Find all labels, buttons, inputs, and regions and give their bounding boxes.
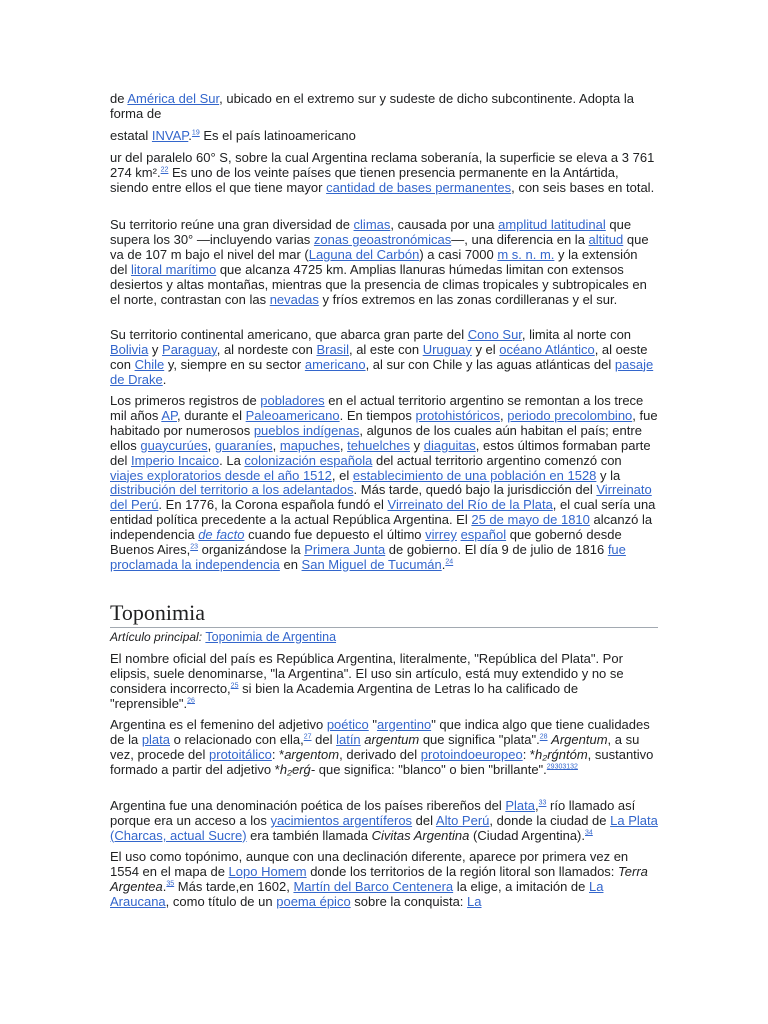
link-americano[interactable]: americano [304,356,366,372]
link-cono-sur[interactable]: Cono Sur [467,327,522,342]
link-argentino[interactable]: argentino [376,717,432,732]
text: , ubicado en el extremo sur y sudeste de dicho subcontinente. Adopta la forma de [110,91,634,121]
link-colonizacion-espanola[interactable]: colonización española [244,452,373,468]
link-latin[interactable]: latín [336,731,361,747]
text: , fue habitado por numerosos [110,407,658,438]
text: , algunos de los cuales aún habitan el país; entre ellos [110,422,642,453]
link-plata[interactable]: plata [141,731,171,747]
link-oceano-atlantico[interactable]: océano Atlántico [499,341,595,357]
link-protohistoricos[interactable]: protohistóricos [415,407,501,423]
italic-term: h₂erǵ- [279,761,316,777]
reference-35[interactable]: 35 [166,880,175,888]
text: sobre la conquista: [350,893,468,909]
hatnote [110,630,658,645]
text: ) a casi 7000 [419,246,498,262]
link-yacimientos-argentiferos[interactable]: yacimientos argentíferos [270,812,413,828]
text: o relacionado con ella, [170,731,304,747]
link-primera-junta[interactable]: Primera Junta [304,542,386,558]
reference-27[interactable]: 27 [303,733,312,741]
text: , [207,437,215,453]
reference-33[interactable]: 33 [538,799,547,807]
link-plata-rio[interactable]: Plata [505,798,535,813]
text: y, siempre en su sector [164,356,305,372]
reference-22[interactable]: 22 [160,166,169,174]
text: , al sur con Chile y las aguas atlánticas del [365,356,615,372]
paragraph-3 [110,151,658,196]
text: que gobernó desde Buenos Aires, [110,527,622,558]
text: " que indica algo que tiene cualidades de la [110,717,650,747]
link-pueblos-indigenas[interactable]: pueblos indígenas [253,422,360,438]
text: Más tarde,en 1602, [174,878,294,894]
link-brasil[interactable]: Brasil [316,341,349,357]
link-amplitud-latitudinal[interactable]: amplitud latitudinal [498,217,606,232]
link-protoindoeuropeo[interactable]: protoindoeuropeo [420,746,523,762]
italic-term: Argentum [551,731,608,747]
text: Su territorio continental americano, que abarca gran parte del [110,327,468,342]
link-altitud[interactable]: altitud [588,231,624,247]
italic-term: argentum [364,731,420,747]
link-pobladores[interactable]: pobladores [260,393,325,408]
reference-25[interactable]: 25 [230,682,239,690]
text: . En 1776, la Corona española fundó el [158,497,388,513]
text: , causada por una [390,217,499,232]
text: , a su vez, procede del [110,731,640,762]
link-tehuelches[interactable]: tehuelches [347,437,410,453]
link-laguna-del-carbon[interactable]: Laguna del Carbón [308,246,420,262]
text: . [441,556,446,572]
link-virreinato-rio-de-la-plata[interactable]: Virreinato del Río de la Plata [387,497,553,513]
link-chile[interactable]: Chile [134,356,165,372]
text: Es el país latinoamericano [199,128,356,143]
text: donde los territorios de la región litoral son llamados: [306,863,619,879]
text: que alcanza 4725 km. Amplias llanuras húmedas limitan con extensos desiertos y altas montañas, mientras que la presencia de climas tropicales y subtropicales en el norte, contrastan con las [110,261,647,307]
link-imperio-incaico[interactable]: Imperio Incaico [130,452,220,468]
link-diaguitas[interactable]: diaguitas [423,437,476,453]
link-zonas-geoastronomicas[interactable]: zonas geoastronómicas [313,231,452,247]
link-periodo-precolombino[interactable]: periodo precolombino [507,407,633,423]
link-invap[interactable]: INVAP [151,128,189,143]
text: que va de 107 m bajo el nivel del mar ( [110,231,649,262]
link-paleoamericano[interactable]: Paleoamericano [245,407,340,423]
link-martin-del-barco-centenera[interactable]: Martín del Barco Centenera [293,878,454,894]
text: y [148,341,163,357]
text: , [339,437,348,453]
link-protoitalico[interactable]: protoitálico [209,746,272,762]
text: , [534,798,539,813]
link-bolivia[interactable]: Bolivia [110,341,149,357]
link-espanol[interactable]: español [460,527,507,543]
text: del [311,731,337,747]
text: " [368,717,377,732]
link-mapuches[interactable]: mapuches [279,437,340,453]
text: . [162,878,167,894]
text: El uso como topónimo, aunque con una declinación diferente, aparece por primera vez en 1554 en el mapa de [110,849,629,879]
link-toponimia-de-argentina[interactable]: Toponimia de Argentina [205,630,337,644]
text: (Ciudad Argentina). [469,827,585,843]
text: , sustantivo formado a partir del adjetivo * [110,746,654,777]
italic-term: h₂rǵntóm [535,746,588,762]
text: , durante el [176,407,246,423]
text: de [110,91,128,106]
link-25-de-mayo-1810[interactable]: 25 de mayo de 1810 [471,512,590,528]
link-nevadas[interactable]: nevadas [269,291,319,307]
link-climas[interactable]: climas [353,217,391,232]
link-paraguay[interactable]: Paraguay [162,341,217,357]
text: y la extensión del [110,246,638,277]
text: cuando fue depuesto el último [244,527,426,543]
link-guaycurues[interactable]: guaycurúes [140,437,208,453]
text: , como título de un [165,893,277,909]
hatnote-label: Artículo principal: [110,630,206,644]
text: , el cual sería una entidad política precedente a la actual República Argentina. El [110,497,656,528]
text: la elige, a imitación de [453,878,589,894]
text: Argentina es el femenino del adjetivo [110,717,327,732]
text: estatal [110,128,152,143]
text: y fríos extremos en las zonas cordilleranas y el sur. [318,291,618,307]
link-establecimiento-poblacion[interactable]: establecimiento de una población en 1528 [352,467,597,483]
text: y la [596,467,621,483]
paragraph-4 [110,218,658,307]
link-virreinato-del-peru[interactable]: Virreinato del Perú [110,482,652,513]
paragraph-7 [110,652,658,712]
section-heading-toponimia: Toponimia [110,600,658,628]
paragraph-10 [110,850,658,910]
text: , estos últimos formaban parte del [110,437,651,468]
link-virrey[interactable]: virrey [425,527,457,543]
link-litoral-maritimo[interactable]: litoral marítimo [130,261,217,277]
text: : * [522,746,535,762]
text: . En tiempos [339,407,416,423]
link-lopo-homem[interactable]: Lopo Homem [228,863,307,879]
link-la[interactable]: La [467,893,482,909]
text: , limita al norte con [521,327,632,342]
text: que significa: "blanco" o bien "brillante". [315,761,547,777]
reference-24[interactable]: 24 [445,558,454,566]
italic-term: Terra Argentea [110,863,648,894]
text: , al este con [348,341,423,357]
text: y [409,437,424,453]
text: que supera los 30° —incluyendo varias [110,217,632,247]
link-de-facto[interactable]: de facto [198,527,245,543]
text: organizándose la [198,542,305,558]
text: . [162,371,167,387]
text: , al nordeste con [216,341,317,357]
paragraph-2: estatal INVAP.$^{19}$ Es el país latinoamericano [110,128,356,143]
paragraph-5 [110,328,658,388]
italic-term: argentom [284,746,340,762]
link-fue-proclamada[interactable]: fue proclamada la independencia [110,542,626,572]
link-uruguay[interactable]: Uruguay [422,341,472,357]
text: : * [271,746,285,762]
text: Argentina fue una denominación poética de los países ribereños del [110,798,506,813]
link-la-araucana[interactable]: La Araucana [110,878,604,909]
reference-19[interactable]: 19 [191,129,200,137]
link-msnm[interactable]: m s. n. m. [497,246,555,262]
reference-34[interactable]: 34 [585,829,593,837]
link-distribucion-territorio[interactable]: distribución del territorio a los adelantados [110,482,354,498]
text: . La [219,452,245,468]
text: alcanzó la independencia [110,512,653,543]
text: , [272,437,280,453]
reference-23[interactable]: 23 [190,543,199,551]
text: y el [471,341,500,357]
reference-29-32[interactable]: 29303132 [546,763,578,771]
paragraph-6 [110,394,658,573]
text: , derivado del [339,746,421,762]
link-san-miguel-de-tucuman[interactable]: San Miguel de Tucumán [301,556,442,572]
link-poema-epico[interactable]: poema épico [276,893,351,909]
text: , donde la ciudad de [489,812,611,828]
text: —, una diferencia en la [451,231,589,247]
paragraph-1 [110,92,658,122]
text: río llamado así porque era un acceso a los [110,798,636,828]
text: Es uno de los veinte países que tienen presencia permanente en la Antártida, siendo entre ellos el que tiene mayor [110,164,619,195]
reference-26[interactable]: 26 [187,697,195,705]
text: , con seis bases en total. [511,179,655,195]
text: . Más tarde, quedó bajo la jurisdicción del [353,482,597,498]
text: Los primeros registros de [110,393,261,408]
text: en [279,556,302,572]
reference-28[interactable]: 28 [539,733,548,741]
text: en el actual territorio argentino se remontan a los trece mil años [110,393,644,423]
text: , [500,407,508,423]
text: que significa "plata". [419,731,540,747]
text: era también llamada [246,827,372,843]
text: de gobierno. El día 9 de julio de 1816 [385,542,608,558]
text: , el [331,467,353,483]
paragraph-8 [110,718,658,778]
text: Su territorio reúne una gran diversidad de [110,217,354,232]
text: El nombre oficial del país es República Argentina, literalmente, "República del Plata". Por elipsis, suele denominarse, "la Argentina". El uso sin artículo, está muy extendido y no se considera incorrecto, [110,651,624,696]
link-ap[interactable]: AP [161,407,177,423]
text: si bien la Academia Argentina de Letras lo ha calificado de "reprensible". [110,680,579,711]
text: del actual territorio argentino comenzó con [372,452,622,468]
text: , al oeste con [110,341,648,372]
italic-term: Civitas Argentina [371,827,470,843]
paragraph-9 [110,799,658,844]
link-pasaje-de-drake[interactable]: pasaje de Drake [110,356,654,387]
link-alto-peru[interactable]: Alto Perú [435,812,490,828]
link-la-plata-charcas[interactable]: La Plata (Charcas, actual Sucre) [110,812,658,843]
link-america-del-sur[interactable]: América del Sur [127,91,220,106]
text: ur del paralelo 60° S, sobre la cual Argentina reclama soberanía, la superficie se eleva a 3 761 274 km². [110,150,655,180]
link-guaranies[interactable]: guaraníes [214,437,273,453]
text: del [412,812,436,828]
link-viajes-exploratorios[interactable]: viajes exploratorios desde el año 1512 [110,467,332,483]
link-cantidad-de-bases[interactable]: cantidad de bases permanentes [326,179,512,195]
link-poetico[interactable]: poético [326,717,369,732]
